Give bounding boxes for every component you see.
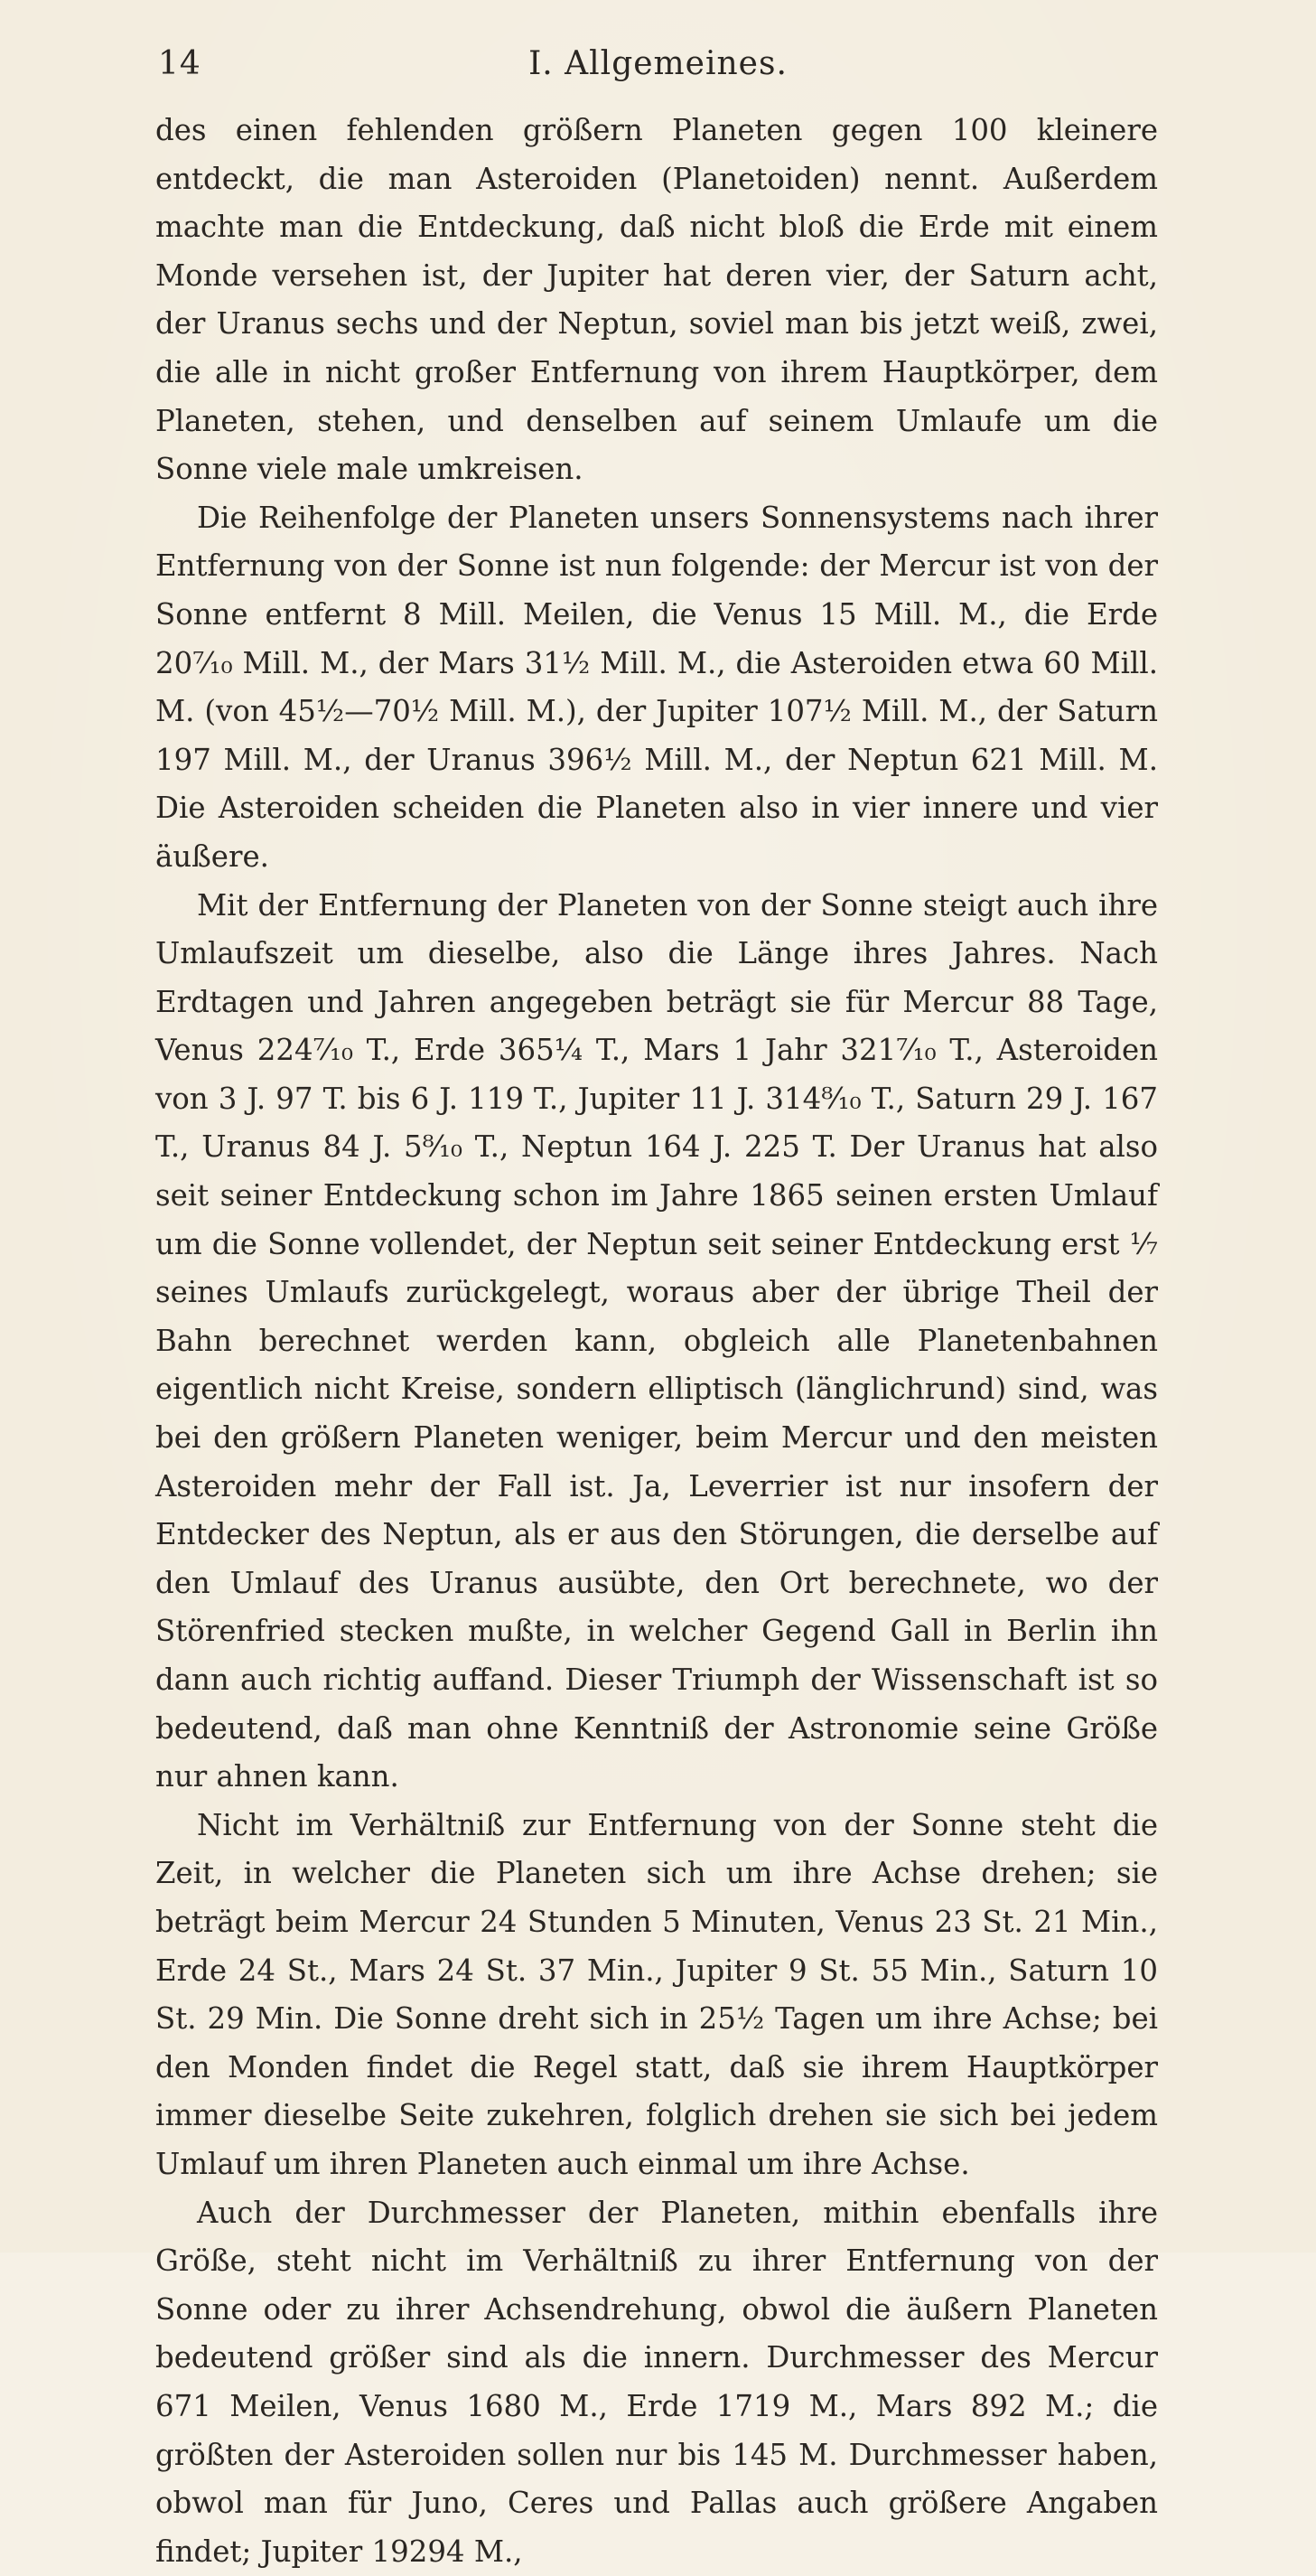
- body-text: [155, 107, 1158, 2576]
- running-head: I. Allgemeines.: [528, 45, 788, 82]
- paragraph-orbital-periods: Mit der Entfernung der Planeten von der Sonne steigt auch ihre Umlaufszeit um dieselbe, also die Länge ihres Jahres. Nach Erdtagen und Jahren angegeben beträgt sie für Mercur 88 Tage, Venus 224⁷⁄₁₀ T., Erde 365¼ T., Mars 1 Jahr 321⁷⁄₁₀ T., Asteroiden von 3 J. 97 T. bis 6 J. 119 T., Jupiter 11 J. 314⁸⁄₁₀ T., Saturn 29 J. 167 T., Uranus 84 J. 5⁸⁄₁₀ T., Neptun 164 J. 225 T. Der Uranus hat also seit seiner Entdeckung schon im Jahre 1865 seinen ersten Umlauf um die Sonne vollendet, der Neptun seit seiner Entdeckung erst ⅐ seines Umlaufs zurückgelegt, woraus aber der übrige Theil der Bahn berechnet werden kann, obgleich alle Planetenbahnen eigentlich nicht Kreise, sondern elliptisch (länglichrund) sind, was bei den größern Planeten weniger, beim Mercur und den meisten Asteroiden mehr der Fall ist. Ja, Leverrier ist nur insofern der Entdecker des Neptun, als er aus den Störungen, die derselbe auf den Umlauf des Uranus ausübte, den Ort berechnete, wo der Störenfried stecken mußte, in welcher Gegend Gall in Berlin ihn dann auch richtig auffand. Dieser Triumph der Wissenschaft ist so bedeutend, daß man ohne Kenntniß der Astronomie seine Größe nur ahnen kann.: [155, 887, 1158, 1794]
- page-header: [158, 45, 1158, 99]
- paragraph-rotation-times: Nicht im Verhältniß zur Entfernung von der Sonne steht die Zeit, in welcher die Planeten sich um ihre Achse drehen; sie beträgt beim Mercur 24 Stunden 5 Minuten, Venus 23 St. 21 Min., Erde 24 St., Mars 24 St. 37 Min., Jupiter 9 St. 55 Min., Saturn 10 St. 29 Min. Die Sonne dreht sich in 25½ Tagen um ihre Achse; bei den Monden findet die Regel statt, daß sie ihrem Hauptkörper immer dieselbe Seite zukehren, folglich drehen sie sich bei jedem Umlauf um ihren Planeten auch einmal um ihre Achse.: [155, 1807, 1158, 2181]
- paragraph-continuation: des einen fehlenden größern Planeten gegen 100 kleinere entdeckt, die man Asteroiden (Planetoiden) nennt. Außerdem machte man die Entdeckung, daß nicht bloß die Erde mit einem Monde versehen ist, der Jupiter hat deren vier, der Saturn acht, der Uranus sechs und der Neptun, soviel man bis jetzt weiß, zwei, die alle in nicht großer Entfernung von ihrem Hauptkörper, dem Planeten, stehen, und denselben auf seinem Umlaufe um die Sonne viele male umkreisen.: [155, 113, 1158, 487]
- page-number: 14: [158, 45, 201, 82]
- paragraph-planet-distances: Die Reihenfolge der Planeten unsers Sonnensystems nach ihrer Entfernung von der Sonne ist nun folgende: der Mercur ist von der Sonne entfernt 8 Mill. Meilen, die Venus 15 Mill. M., die Erde 20⁷⁄₁₀ Mill. M., der Mars 31½ Mill. M., die Asteroiden etwa 60 Mill. M. (von 45½—70½ Mill. M.), der Jupiter 107½ Mill. M., der Saturn 197 Mill. M., der Uranus 396½ Mill. M., der Neptun 621 Mill. M. Die Asteroiden scheiden die Planeten also in vier innere und vier äußere.: [155, 500, 1158, 874]
- paragraph-diameters: Auch der Durchmesser der Planeten, mithin ebenfalls ihre Größe, steht nicht im Verhältniß zu ihrer Entfernung von der Sonne oder zu ihrer Achsendrehung, obwol die äußern Planeten bedeutend größer sind als die innern. Durchmesser des Mercur 671 Meilen, Venus 1680 M., Erde 1719 M., Mars 892 M.; die größten der Asteroiden sollen nur bis 145 M. Durchmesser haben, obwol man für Juno, Ceres und Pallas auch größere Angaben findet; Jupiter 19294 M.,: [155, 2195, 1158, 2569]
